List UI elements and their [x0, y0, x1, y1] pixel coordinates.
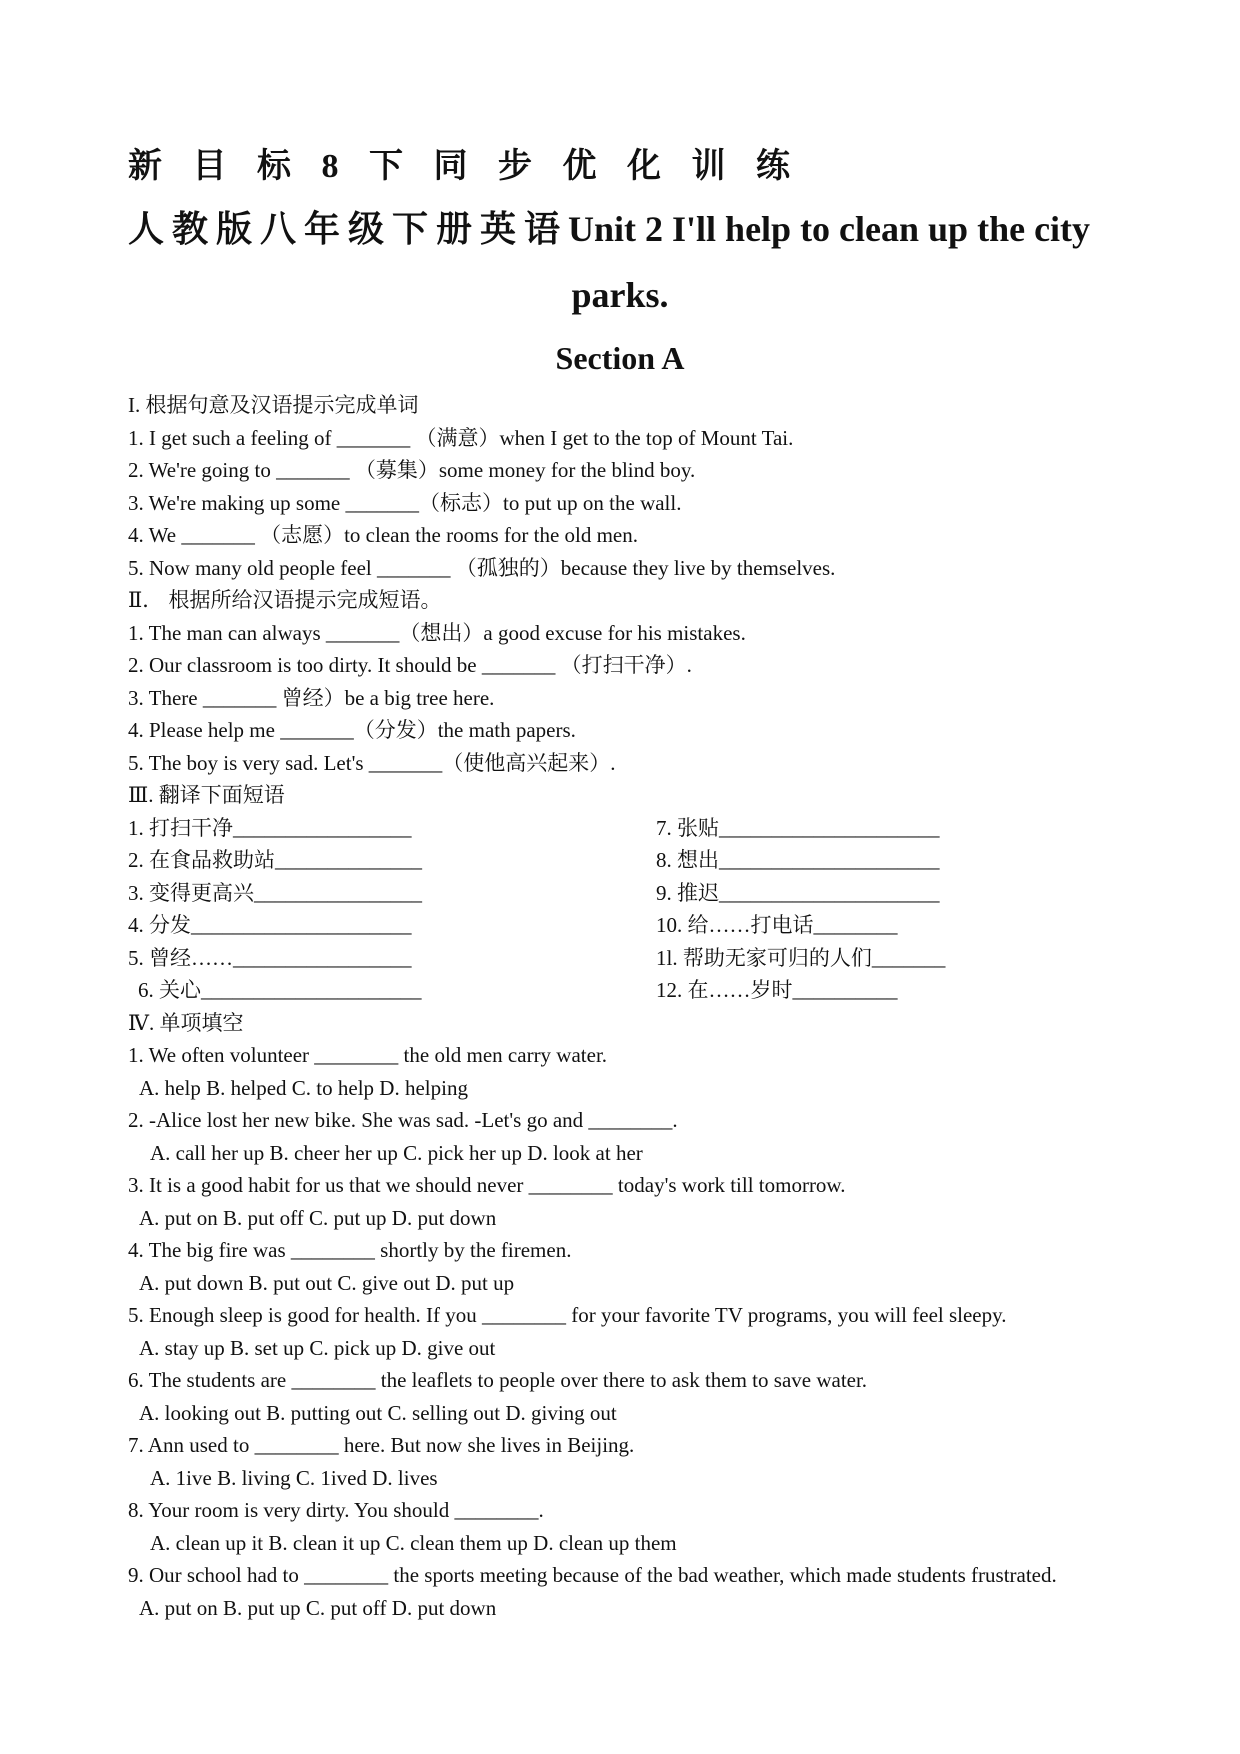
- part2-item: 3. There _______ 曾经）be a big tree here.: [128, 685, 495, 710]
- part1-item: 1. I get such a feeling of _______ （满意）when I get to the top of Mount Tai.: [128, 425, 794, 450]
- unit-title: [128, 196, 1118, 262]
- part2-item: 5. The boy is very sad. Let's _______（使他高兴起来）.: [128, 750, 616, 775]
- exercise-body: [128, 389, 1128, 1624]
- translation-item: 5. 曾经……_________________: [128, 945, 412, 970]
- part1-item: 4. We _______ （志愿）to clean the rooms for the old men.: [128, 523, 638, 547]
- part2-item: 2. Our classroom is too dirty. It should be _______ （打扫干净）.: [128, 653, 692, 677]
- translation-item: 10. 给……打电话________: [656, 913, 898, 937]
- series-title: 新 目 标 8 下 同 步 优 化 训 练: [128, 148, 801, 185]
- translation-item: 2. 在食品救助站______________: [128, 848, 422, 872]
- translation-row: [128, 942, 1128, 975]
- question-options: A. looking out B. putting out C. selling out D. giving out: [139, 1400, 617, 1425]
- question-text: 8. Your room is very dirty. You should ________.: [128, 1498, 544, 1522]
- question-options: A. stay up B. set up C. pick up D. give out: [139, 1335, 496, 1360]
- section-title: Section A: [555, 340, 685, 376]
- part1-item: 2. We're going to _______ （募集）some money for the blind boy.: [128, 458, 696, 482]
- translation-item: 3. 变得更高兴________________: [128, 880, 422, 905]
- translation-row: [128, 844, 1128, 877]
- question-options: A. put on B. put off C. put up D. put down: [139, 1205, 497, 1230]
- translation-item: 9. 推迟_____________________: [656, 880, 940, 905]
- question-text: 9. Our school had to ________ the sports meeting because of the bad weather, which made students frustrated.: [128, 1563, 1057, 1587]
- question-text: 6. The students are ________ the leaflets to people over there to ask them to save water.: [128, 1368, 868, 1392]
- translation-row: [128, 974, 1128, 1007]
- question-options: A. 1ive B. living C. 1ived D. lives: [150, 1465, 438, 1490]
- part1-title: I. 根据句意及汉语提示完成单词: [128, 393, 419, 417]
- translation-item: 4. 分发_____________________: [128, 913, 412, 937]
- question-text: 5. Enough sleep is good for health. If you ________ for your favorite TV programs, you will feel sleepy.: [128, 1303, 1007, 1327]
- part2-item: 1. The man can always _______（想出）a good excuse for his mistakes.: [128, 620, 746, 645]
- unit-title-english: Unit 2 I'll help to clean up the city: [568, 209, 1091, 249]
- translation-item: 1. 打扫干净_________________: [128, 815, 412, 840]
- translation-item: 1l. 帮助无家可归的人们_______: [656, 945, 946, 970]
- part2-title: Ⅱ． 根据所给汉语提示完成短语。: [128, 588, 442, 612]
- question-options: A. call her up B. cheer her up C. pick her up D. look at her: [150, 1140, 643, 1165]
- question-text: 4. The big fire was ________ shortly by the firemen.: [128, 1238, 572, 1262]
- part1-item: 5. Now many old people feel _______ （孤独的）because they live by themselves.: [128, 555, 836, 580]
- question-options: A. put down B. put out C. give out D. put up: [139, 1270, 515, 1295]
- translation-item: 6. 关心_____________________: [138, 978, 422, 1002]
- translation-row: [128, 909, 1128, 942]
- unit-title-chinese: 人教版八年级下册英语: [128, 209, 569, 249]
- translation-item: 8. 想出_____________________: [656, 848, 940, 872]
- translation-row: [128, 877, 1128, 910]
- question-text: 3. It is a good habit for us that we should never ________ today's work till tomorrow.: [128, 1173, 846, 1197]
- part3-title: Ⅲ. 翻译下面短语: [128, 783, 285, 807]
- question-options: A. clean up it B. clean it up C. clean them up D. clean up them: [150, 1530, 677, 1555]
- unit-title-continued: parks.: [571, 275, 669, 315]
- question-options: A. help B. helped C. to help D. helping: [139, 1075, 468, 1100]
- part4-title: Ⅳ. 单项填空: [128, 1010, 244, 1035]
- question-text: 2. -Alice lost her new bike. She was sad. -Let's go and ________.: [128, 1108, 678, 1132]
- question-text: 7. Ann used to ________ here. But now she lives in Beijing.: [128, 1433, 635, 1457]
- translation-item: 7. 张贴_____________________: [656, 815, 940, 840]
- translation-row: [128, 812, 1128, 845]
- part1-item: 3. We're making up some _______（标志）to put up on the wall.: [128, 490, 682, 515]
- question-options: A. put on B. put up C. put off D. put down: [139, 1595, 497, 1620]
- part2-item: 4. Please help me _______（分发）the math papers.: [128, 718, 576, 742]
- translation-item: 12. 在……岁时__________: [656, 978, 898, 1002]
- question-text: 1. We often volunteer ________ the old men carry water.: [128, 1043, 608, 1067]
